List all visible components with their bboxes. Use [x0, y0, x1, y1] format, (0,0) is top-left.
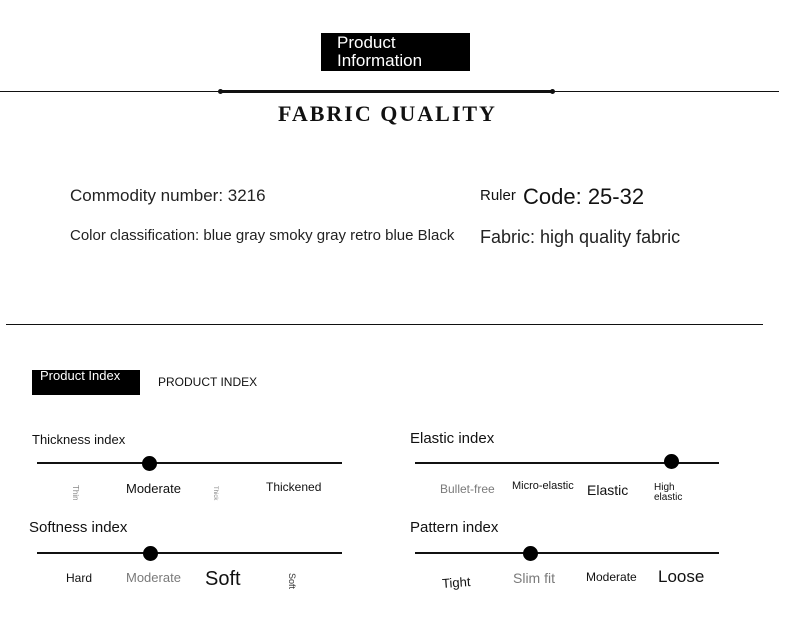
softness-index-title: Softness index: [29, 519, 128, 536]
thickness-option-thick: Thick: [212, 486, 218, 501]
color-classification: Color classification: blue gray smoky gray retro blue Black: [70, 227, 455, 244]
elastic-option-bullet-free: Bullet-free: [440, 482, 495, 496]
ruler-label: Ruler: [480, 187, 516, 204]
header-accent-line: [220, 90, 552, 93]
thickness-index-title: Thickness index: [32, 432, 126, 447]
accent-dot-right: [550, 89, 555, 94]
thickness-option-thin: Thin: [71, 485, 80, 501]
elastic-knob: [664, 454, 679, 469]
product-index-heading: PRODUCT INDEX: [158, 375, 258, 389]
section-divider: [6, 324, 763, 325]
ruler-code: Code: 25-32: [523, 184, 645, 209]
elastic-option-high-elastic: High elastic: [654, 482, 683, 503]
commodity-number: Commodity number: 3216: [70, 186, 266, 205]
thickness-knob: [142, 456, 157, 471]
softness-option-moderate: Moderate: [126, 570, 181, 585]
fabric-description: Fabric: high quality fabric: [480, 227, 681, 247]
pattern-option-moderate: Moderate: [586, 570, 637, 584]
pattern-option-loose: Loose: [658, 567, 705, 586]
elastic-option-micro-elastic: Micro-elastic: [512, 480, 574, 492]
product-information-badge: Product Information: [321, 33, 470, 71]
pattern-knob: [523, 546, 538, 561]
fabric-quality-title: FABRIC QUALITY: [278, 101, 497, 126]
thickness-track: [37, 462, 342, 464]
pattern-index-title: Pattern index: [410, 519, 499, 536]
thickness-option-thickened: Thickened: [266, 480, 322, 494]
softness-option-soft: Soft: [205, 568, 241, 590]
elastic-option-elastic: Elastic: [587, 482, 629, 498]
softness-option-soft-small: Soft: [287, 573, 297, 590]
thickness-option-moderate: Moderate: [126, 481, 181, 496]
pattern-track: [415, 552, 719, 554]
softness-option-hard: Hard: [66, 571, 93, 585]
softness-knob: [143, 546, 158, 561]
softness-track: [37, 552, 342, 554]
accent-dot-left: [218, 89, 223, 94]
product-index-badge: Product Index: [32, 370, 140, 395]
pattern-option-slim-fit: Slim fit: [513, 570, 555, 586]
pattern-option-tight: Tight: [441, 574, 471, 591]
elastic-index-title: Elastic index: [410, 430, 495, 447]
